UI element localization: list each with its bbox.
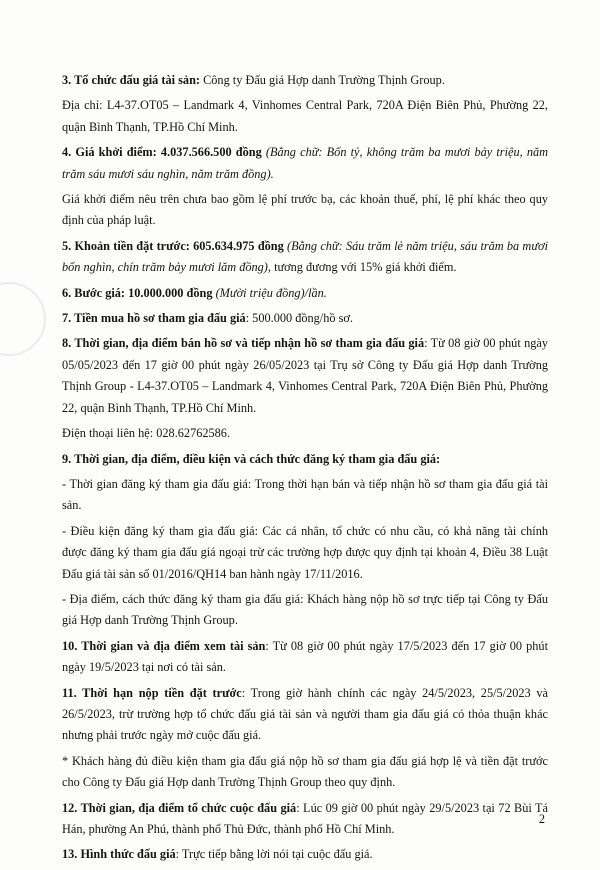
section-7 [62, 308, 548, 329]
section-11-note: * Khách hàng đủ điều kiện tham gia đấu giá nộp hồ sơ tham gia đấu giá hợp lệ và tiền đặt trước cho Công ty Đấu giá Hợp danh Trường Thịnh Group theo quy định. [62, 753, 548, 790]
section-8-phone: Điện thoại liên hệ: 028.62762586. [62, 426, 231, 441]
section-3 [62, 70, 548, 91]
section-3-address: Địa chỉ: L4-37.OT05 – Landmark 4, Vinhomes Central Park, 720A Điện Biên Phủ, Phường 22, quận Bình Thạnh, TP.Hồ Chí Minh. [62, 98, 548, 134]
section-12 [62, 798, 548, 841]
section-6-title: 6. Bước giá: 10.000.000 đồng [62, 285, 216, 300]
section-10-text: : Từ 08 giờ 00 phút ngày 17/5/2023 đến 17 giờ 00 phút ngày 19/5/2023 tại nơi có tài sản. [62, 638, 548, 675]
section-13-title: 13. Hình thức đấu giá [62, 847, 176, 862]
section-4-title: 4. Giá khởi điểm: 4.037.566.500 đồng [62, 145, 266, 160]
section-12-title: 12. Thời gian, địa điểm tổ chức cuộc đấu giá [62, 800, 297, 815]
section-4-words: (Bằng chữ: Bốn tỷ, không trăm ba mươi bảy triệu, năm trăm sáu mươi sáu nghìn, năm trăm đồng). [62, 145, 549, 181]
section-3-title: 3. Tổ chức đấu giá tài sản: [62, 73, 204, 87]
section-12-text: : Lúc 09 giờ 00 phút ngày 29/5/2023 tại 72 Bùi Tá Hán, phường An Phú, thành phố Thủ Đức, thành phố Hồ Chí Minh. [62, 800, 548, 836]
section-8 [62, 333, 548, 419]
section-5-words: (Bằng chữ: Sáu trăm lẻ năm triệu, sáu trăm ba mươi bốn nghìn, chín trăm bảy mươi lăm đồng) [62, 238, 548, 275]
section-8-text: : Từ 08 giờ 00 phút ngày 05/05/2023 đến 17 giờ 00 phút ngày 26/05/2023 tại Trụ sở Công ty Đấu giá Hợp danh Trường Thịnh Group - L4-37.OT05 – Landmark 4, Vinhomes Central Park, 720A Điện Biên Phủ, Phường 22, quận Bình Thạnh, TP.Hồ Chí Minh. [62, 336, 548, 415]
section-6 [62, 283, 548, 304]
section-5-tail: , tương đương với 15% giá khởi điểm. [267, 260, 457, 275]
section-13-text: : Trực tiếp bằng lời nói tại cuộc đấu giá. [175, 847, 373, 862]
section-5 [62, 236, 548, 279]
section-11-text: : Trong giờ hành chính các ngày 24/5/2023, 25/5/2023 và 26/5/2023, trừ trường hợp tổ chức đấu giá tài sản và người tham gia đấu giá có thỏa thuận khác nhưng phải trước ngày mở cuộc đấu giá. [62, 685, 548, 743]
section-7-text: : 500.000 đồng/hồ sơ. [245, 311, 353, 326]
document-body [62, 70, 548, 870]
section-10 [62, 636, 548, 679]
section-9-item-3: - Địa điểm, cách thức đăng ký tham gia đấu giá: Khách hàng nộp hồ sơ trực tiếp tại Công ty Đấu giá Hợp danh Trường Thịnh Group. [62, 591, 548, 628]
faded-stamp [0, 282, 46, 356]
section-7-title: 7. Tiền mua hồ sơ tham gia đấu giá [62, 311, 246, 326]
section-11 [62, 683, 548, 747]
section-9-item-1: - Thời gian đăng ký tham gia đấu giá: Trong thời hạn bán và tiếp nhận hồ sơ tham gia đấu giá tài sản. [62, 476, 548, 513]
section-5-title: 5. Khoản tiền đặt trước: 605.634.975 đồng [62, 238, 288, 253]
section-4 [62, 142, 548, 185]
section-4-note: Giá khởi điểm nêu trên chưa bao gồm lệ phí trước bạ, các khoản thuế, phí, lệ phí khác theo quy định của pháp luật. [62, 192, 548, 228]
page-number: 2 [538, 812, 545, 826]
section-10-title: 10. Thời gian và địa điểm xem tài sản [62, 638, 266, 653]
section-8-title: 8. Thời gian, địa điểm bán hồ sơ và tiếp nhận hồ sơ tham gia đấu giá [62, 336, 425, 351]
section-9-item-2: - Điều kiện đăng ký tham gia đấu giá: Các cá nhân, tổ chức có nhu cầu, có khả năng tài chính được đăng ký tham gia đấu giá ngoại trừ các trường hợp được quy định tại khoản 4, Điều 38 Luật Đấu giá tài sản số 01/2016/QH14 ban hành ngày 17/11/2016. [62, 523, 548, 581]
section-3-org: Công ty Đấu giá Hợp danh Trường Thịnh Group. [203, 73, 445, 87]
section-9-title: 9. Thời gian, địa điểm, điều kiện và cách thức đăng ký tham gia đấu giá: [62, 451, 441, 466]
section-6-words: (Mười triệu đồng)/lần. [215, 285, 327, 300]
section-11-title: 11. Thời hạn nộp tiền đặt trước [62, 685, 242, 700]
